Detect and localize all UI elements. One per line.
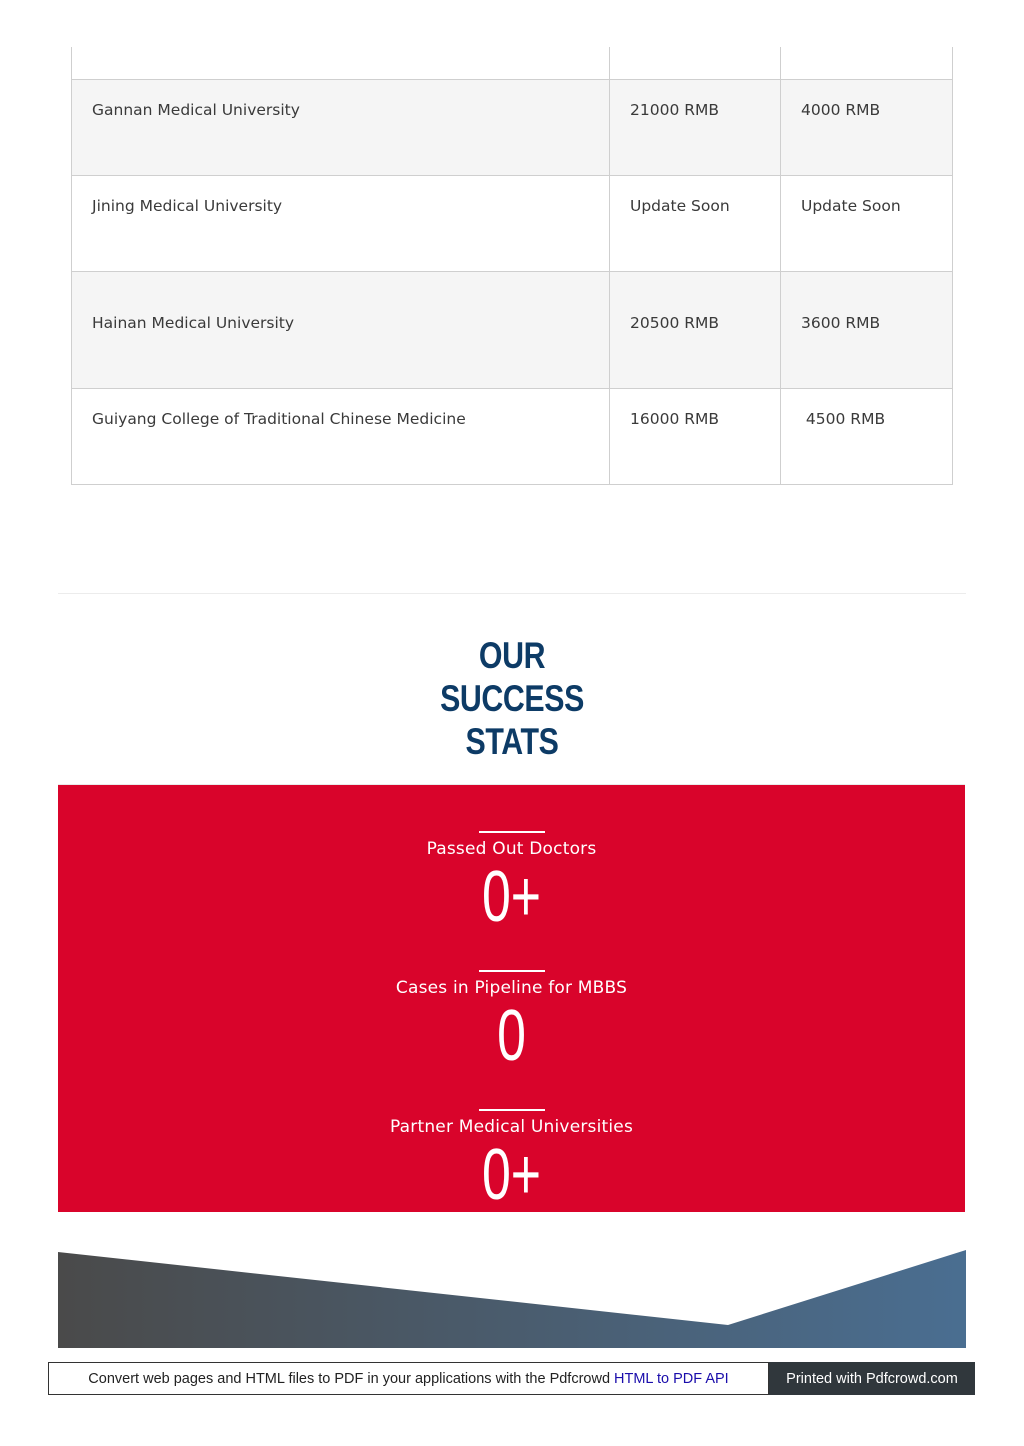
table-cell bbox=[72, 47, 610, 80]
banner-shape bbox=[58, 1250, 966, 1348]
footer-link[interactable]: HTML to PDF API bbox=[614, 1370, 729, 1387]
stats-panel bbox=[58, 784, 965, 1215]
stat-value: 0+ bbox=[481, 857, 542, 937]
stats-heading bbox=[348, 634, 676, 763]
stat-value: 0 bbox=[497, 996, 526, 1076]
pdfcrowd-footer bbox=[48, 1362, 975, 1395]
stat-label: Passed Out Doctors bbox=[426, 839, 597, 859]
stat-label: Cases in Pipeline for MBBS bbox=[395, 978, 628, 998]
footer-text: Convert web pages and HTML files to PDF in your applications with the Pdfcrowd bbox=[88, 1370, 611, 1387]
university-cell: Guiyang College of Traditional Chinese Medicine bbox=[72, 389, 610, 485]
table-row bbox=[72, 272, 953, 389]
stats-heading-line: SUCCESS bbox=[440, 678, 584, 719]
tuition-cell: 16000 RMB bbox=[610, 389, 781, 485]
hostel-cell: 4000 RMB bbox=[781, 80, 953, 176]
hostel-cell: 3600 RMB bbox=[781, 272, 953, 389]
stat-value: 0+ bbox=[481, 1135, 542, 1215]
hostel-cell: Update Soon bbox=[781, 176, 953, 272]
stat-label: Partner Medical Universities bbox=[389, 1117, 634, 1137]
stats-heading-line: STATS bbox=[465, 721, 559, 762]
stats-heading-line: OUR bbox=[478, 635, 546, 676]
stat-bar bbox=[479, 1109, 545, 1111]
university-cell: Gannan Medical University bbox=[72, 80, 610, 176]
table-row bbox=[72, 176, 953, 272]
stat-bar bbox=[479, 970, 545, 972]
table-row bbox=[72, 80, 953, 176]
hostel-cell: 4500 RMB bbox=[781, 389, 953, 485]
stat-cases-in-pipeline bbox=[58, 970, 965, 1074]
section-divider bbox=[58, 593, 966, 594]
footer-printed[interactable]: Printed with Pdfcrowd.com bbox=[769, 1362, 975, 1395]
stat-passed-out-doctors bbox=[58, 831, 965, 935]
stat-partner-universities bbox=[58, 1109, 965, 1213]
tuition-cell: Update Soon bbox=[610, 176, 781, 272]
table-cell bbox=[610, 47, 781, 80]
table-row-partial bbox=[72, 47, 953, 80]
university-cell: Jining Medical University bbox=[72, 176, 610, 272]
tuition-cell: 21000 RMB bbox=[610, 80, 781, 176]
table-row bbox=[72, 389, 953, 485]
university-cell: Hainan Medical University bbox=[72, 272, 610, 389]
decorative-banner bbox=[58, 1250, 966, 1348]
table-cell bbox=[781, 47, 953, 80]
footer-message bbox=[48, 1362, 769, 1395]
stat-bar bbox=[479, 831, 545, 833]
fees-table bbox=[71, 47, 953, 485]
tuition-cell: 20500 RMB bbox=[610, 272, 781, 389]
